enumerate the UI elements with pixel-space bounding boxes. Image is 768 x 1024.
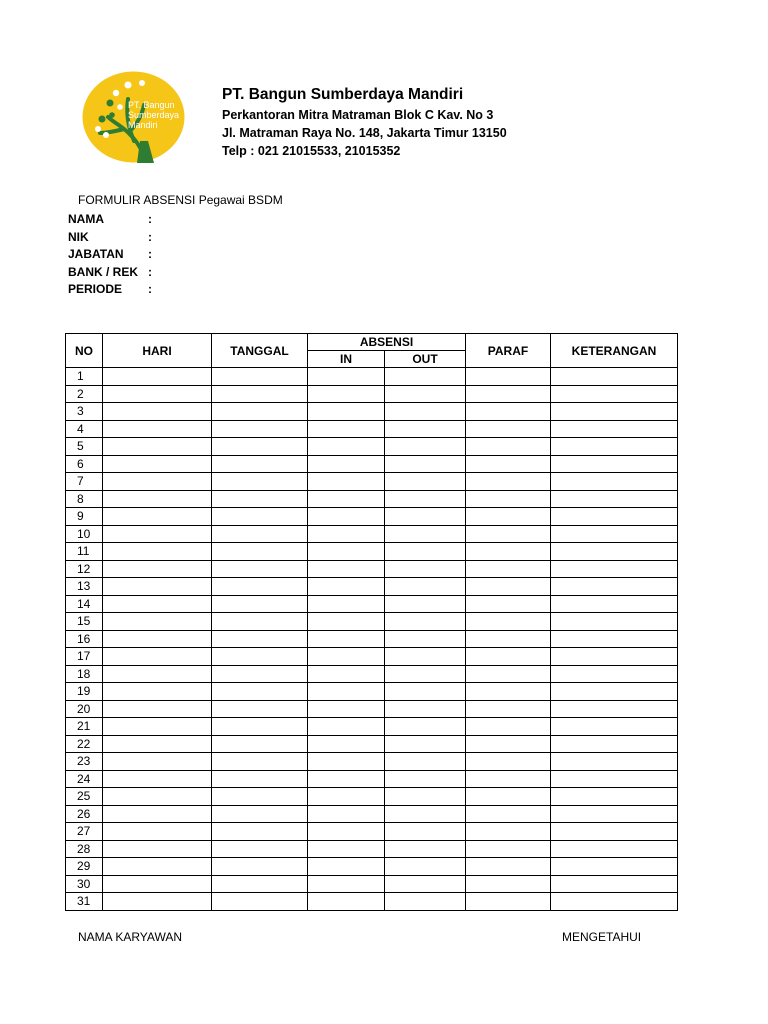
- cell-keterangan[interactable]: [551, 490, 678, 508]
- cell-in[interactable]: [308, 525, 385, 543]
- header-keterangan: KETERANGAN: [551, 334, 678, 368]
- field-nama: [68, 211, 188, 229]
- cell-in[interactable]: [308, 770, 385, 788]
- cell-keterangan[interactable]: [551, 823, 678, 841]
- cell-in[interactable]: [308, 788, 385, 806]
- cell-no: 23: [66, 753, 103, 771]
- cell-no: 13: [66, 578, 103, 596]
- company-address-line2: Jl. Matraman Raya No. 148, Jakarta Timur 13150: [222, 126, 507, 140]
- cell-tanggal[interactable]: [212, 438, 308, 456]
- cell-hari[interactable]: [103, 438, 212, 456]
- cell-out[interactable]: [385, 718, 466, 736]
- table-row: [66, 823, 678, 841]
- cell-no: 18: [66, 665, 103, 683]
- cell-no: 4: [66, 420, 103, 438]
- cell-paraf[interactable]: [466, 630, 551, 648]
- cell-out[interactable]: [385, 438, 466, 456]
- cell-tanggal[interactable]: [212, 543, 308, 561]
- cell-hari[interactable]: [103, 700, 212, 718]
- table-row: [66, 595, 678, 613]
- cell-in[interactable]: [308, 665, 385, 683]
- cell-tanggal[interactable]: [212, 823, 308, 841]
- cell-hari[interactable]: [103, 455, 212, 473]
- cell-keterangan[interactable]: [551, 805, 678, 823]
- cell-out[interactable]: [385, 543, 466, 561]
- header-hari: HARI: [103, 334, 212, 368]
- cell-hari[interactable]: [103, 473, 212, 491]
- cell-paraf[interactable]: [466, 753, 551, 771]
- cell-hari[interactable]: [103, 508, 212, 526]
- cell-in[interactable]: [308, 840, 385, 858]
- table-row: [66, 455, 678, 473]
- cell-tanggal[interactable]: [212, 805, 308, 823]
- company-phone: Telp : 021 21015533, 21015352: [222, 144, 401, 158]
- cell-in[interactable]: [308, 858, 385, 876]
- cell-out[interactable]: [385, 840, 466, 858]
- cell-no: 26: [66, 805, 103, 823]
- cell-tanggal[interactable]: [212, 683, 308, 701]
- cell-tanggal[interactable]: [212, 473, 308, 491]
- table-row: [66, 473, 678, 491]
- cell-hari[interactable]: [103, 595, 212, 613]
- cell-paraf[interactable]: [466, 403, 551, 421]
- cell-hari[interactable]: [103, 403, 212, 421]
- cell-keterangan[interactable]: [551, 613, 678, 631]
- cell-keterangan[interactable]: [551, 595, 678, 613]
- cell-tanggal[interactable]: [212, 788, 308, 806]
- cell-in[interactable]: [308, 595, 385, 613]
- company-name: PT. Bangun Sumberdaya Mandiri: [222, 86, 464, 103]
- table-row: [66, 490, 678, 508]
- cell-in[interactable]: [308, 490, 385, 508]
- approver-signature-label: MENGETAHUI: [562, 930, 642, 944]
- cell-out[interactable]: [385, 735, 466, 753]
- cell-hari[interactable]: [103, 788, 212, 806]
- cell-out[interactable]: [385, 473, 466, 491]
- header-no: NO: [66, 334, 103, 368]
- cell-out[interactable]: [385, 508, 466, 526]
- cell-in[interactable]: [308, 368, 385, 386]
- cell-no: 17: [66, 648, 103, 666]
- cell-no: 12: [66, 560, 103, 578]
- cell-out[interactable]: [385, 420, 466, 438]
- logo-text-line3: Mandiri: [128, 120, 158, 130]
- cell-keterangan[interactable]: [551, 648, 678, 666]
- cell-paraf[interactable]: [466, 525, 551, 543]
- cell-hari[interactable]: [103, 840, 212, 858]
- cell-hari[interactable]: [103, 630, 212, 648]
- cell-out[interactable]: [385, 595, 466, 613]
- cell-keterangan[interactable]: [551, 385, 678, 403]
- cell-tanggal[interactable]: [212, 385, 308, 403]
- cell-no: 16: [66, 630, 103, 648]
- field-label: JABATAN: [68, 247, 124, 261]
- table-row: [66, 630, 678, 648]
- cell-keterangan[interactable]: [551, 858, 678, 876]
- cell-in[interactable]: [308, 875, 385, 893]
- cell-out[interactable]: [385, 578, 466, 596]
- cell-hari[interactable]: [103, 858, 212, 876]
- field-jabatan: [68, 246, 188, 264]
- cell-paraf[interactable]: [466, 805, 551, 823]
- cell-in[interactable]: [308, 753, 385, 771]
- table-row: [66, 560, 678, 578]
- cell-tanggal[interactable]: [212, 875, 308, 893]
- table-row: [66, 700, 678, 718]
- cell-keterangan[interactable]: [551, 735, 678, 753]
- cell-paraf[interactable]: [466, 875, 551, 893]
- cell-hari[interactable]: [103, 543, 212, 561]
- cell-tanggal[interactable]: [212, 718, 308, 736]
- cell-tanggal[interactable]: [212, 368, 308, 386]
- cell-no: 19: [66, 683, 103, 701]
- cell-keterangan[interactable]: [551, 630, 678, 648]
- cell-hari[interactable]: [103, 368, 212, 386]
- cell-out[interactable]: [385, 893, 466, 911]
- cell-tanggal[interactable]: [212, 858, 308, 876]
- cell-tanggal[interactable]: [212, 508, 308, 526]
- cell-paraf[interactable]: [466, 770, 551, 788]
- cell-keterangan[interactable]: [551, 875, 678, 893]
- cell-tanggal[interactable]: [212, 560, 308, 578]
- cell-paraf[interactable]: [466, 858, 551, 876]
- cell-keterangan[interactable]: [551, 438, 678, 456]
- cell-keterangan[interactable]: [551, 700, 678, 718]
- cell-paraf[interactable]: [466, 420, 551, 438]
- cell-in[interactable]: [308, 403, 385, 421]
- employee-fields: [68, 211, 188, 299]
- cell-no: 22: [66, 735, 103, 753]
- cell-out[interactable]: [385, 770, 466, 788]
- cell-tanggal[interactable]: [212, 455, 308, 473]
- cell-out[interactable]: [385, 613, 466, 631]
- table-row: [66, 770, 678, 788]
- cell-no: 30: [66, 875, 103, 893]
- cell-no: 3: [66, 403, 103, 421]
- cell-in[interactable]: [308, 805, 385, 823]
- cell-tanggal[interactable]: [212, 840, 308, 858]
- cell-out[interactable]: [385, 455, 466, 473]
- cell-paraf[interactable]: [466, 385, 551, 403]
- cell-out[interactable]: [385, 805, 466, 823]
- cell-in[interactable]: [308, 385, 385, 403]
- cell-out[interactable]: [385, 490, 466, 508]
- cell-out[interactable]: [385, 788, 466, 806]
- cell-no: 9: [66, 508, 103, 526]
- cell-keterangan[interactable]: [551, 718, 678, 736]
- cell-paraf[interactable]: [466, 648, 551, 666]
- cell-tanggal[interactable]: [212, 665, 308, 683]
- cell-tanggal[interactable]: [212, 613, 308, 631]
- cell-no: 6: [66, 455, 103, 473]
- cell-out[interactable]: [385, 875, 466, 893]
- cell-in[interactable]: [308, 683, 385, 701]
- cell-hari[interactable]: [103, 893, 212, 911]
- table-row: [66, 753, 678, 771]
- table-row: [66, 858, 678, 876]
- cell-no: 5: [66, 438, 103, 456]
- table-row: [66, 840, 678, 858]
- header-absensi: ABSENSI: [308, 334, 466, 351]
- cell-no: 1: [66, 368, 103, 386]
- cell-hari[interactable]: [103, 420, 212, 438]
- cell-keterangan[interactable]: [551, 508, 678, 526]
- field-label: PERIODE: [68, 282, 123, 296]
- cell-paraf[interactable]: [466, 788, 551, 806]
- cell-hari[interactable]: [103, 648, 212, 666]
- cell-no: 7: [66, 473, 103, 491]
- cell-no: 28: [66, 840, 103, 858]
- cell-tanggal[interactable]: [212, 893, 308, 911]
- cell-tanggal[interactable]: [212, 735, 308, 753]
- cell-no: 29: [66, 858, 103, 876]
- table-row: [66, 403, 678, 421]
- cell-no: 31: [66, 893, 103, 911]
- cell-paraf[interactable]: [466, 543, 551, 561]
- company-address-line1: Perkantoran Mitra Matraman Blok C Kav. No 3: [222, 108, 494, 122]
- cell-hari[interactable]: [103, 823, 212, 841]
- cell-out[interactable]: [385, 858, 466, 876]
- cell-out[interactable]: [385, 560, 466, 578]
- cell-paraf[interactable]: [466, 368, 551, 386]
- cell-keterangan[interactable]: [551, 840, 678, 858]
- cell-tanggal[interactable]: [212, 490, 308, 508]
- field-label: NAMA: [68, 212, 104, 226]
- cell-no: 20: [66, 700, 103, 718]
- cell-keterangan[interactable]: [551, 543, 678, 561]
- cell-no: 24: [66, 770, 103, 788]
- cell-out[interactable]: [385, 525, 466, 543]
- table-row: [66, 385, 678, 403]
- cell-in[interactable]: [308, 613, 385, 631]
- field-colon: :: [148, 247, 152, 261]
- field-colon: :: [148, 282, 152, 296]
- cell-hari[interactable]: [103, 578, 212, 596]
- cell-paraf[interactable]: [466, 718, 551, 736]
- cell-tanggal[interactable]: [212, 700, 308, 718]
- cell-no: 25: [66, 788, 103, 806]
- cell-keterangan[interactable]: [551, 368, 678, 386]
- table-row: [66, 420, 678, 438]
- field-bank-rek: [68, 264, 188, 282]
- cell-in[interactable]: [308, 543, 385, 561]
- table-row: [66, 875, 678, 893]
- cell-paraf[interactable]: [466, 473, 551, 491]
- field-colon: :: [148, 264, 152, 279]
- cell-paraf[interactable]: [466, 560, 551, 578]
- cell-in[interactable]: [308, 718, 385, 736]
- cell-keterangan[interactable]: [551, 665, 678, 683]
- attendance-table: [65, 333, 678, 911]
- cell-keterangan[interactable]: [551, 683, 678, 701]
- cell-paraf[interactable]: [466, 613, 551, 631]
- cell-no: 11: [66, 543, 103, 561]
- cell-paraf[interactable]: [466, 665, 551, 683]
- cell-paraf[interactable]: [466, 508, 551, 526]
- cell-tanggal[interactable]: [212, 578, 308, 596]
- table-row: [66, 648, 678, 666]
- cell-no: 15: [66, 613, 103, 631]
- cell-tanggal[interactable]: [212, 595, 308, 613]
- cell-keterangan[interactable]: [551, 770, 678, 788]
- cell-in[interactable]: [308, 893, 385, 911]
- cell-keterangan[interactable]: [551, 753, 678, 771]
- cell-keterangan[interactable]: [551, 560, 678, 578]
- cell-paraf[interactable]: [466, 700, 551, 718]
- company-logo: [82, 71, 185, 163]
- cell-paraf[interactable]: [466, 455, 551, 473]
- cell-paraf[interactable]: [466, 578, 551, 596]
- cell-tanggal[interactable]: [212, 525, 308, 543]
- cell-out[interactable]: [385, 823, 466, 841]
- cell-hari[interactable]: [103, 805, 212, 823]
- table-row: [66, 525, 678, 543]
- table-row: [66, 735, 678, 753]
- table-row: [66, 613, 678, 631]
- cell-in[interactable]: [308, 438, 385, 456]
- cell-keterangan[interactable]: [551, 893, 678, 911]
- cell-tanggal[interactable]: [212, 420, 308, 438]
- cell-out[interactable]: [385, 648, 466, 666]
- cell-paraf[interactable]: [466, 595, 551, 613]
- logo-text-line1: PT. Bangun: [128, 100, 175, 110]
- cell-in[interactable]: [308, 630, 385, 648]
- field-colon: :: [148, 212, 152, 226]
- cell-paraf[interactable]: [466, 735, 551, 753]
- cell-out[interactable]: [385, 753, 466, 771]
- table-row: [66, 578, 678, 596]
- cell-in[interactable]: [308, 735, 385, 753]
- cell-out[interactable]: [385, 630, 466, 648]
- cell-paraf[interactable]: [466, 840, 551, 858]
- table-row: [66, 893, 678, 911]
- cell-in[interactable]: [308, 578, 385, 596]
- cell-in[interactable]: [308, 455, 385, 473]
- cell-keterangan[interactable]: [551, 403, 678, 421]
- cell-paraf[interactable]: [466, 683, 551, 701]
- header-out: OUT: [385, 351, 466, 368]
- cell-paraf[interactable]: [466, 893, 551, 911]
- table-row: [66, 788, 678, 806]
- cell-hari[interactable]: [103, 613, 212, 631]
- cell-keterangan[interactable]: [551, 525, 678, 543]
- cell-hari[interactable]: [103, 490, 212, 508]
- cell-hari[interactable]: [103, 683, 212, 701]
- cell-out[interactable]: [385, 368, 466, 386]
- cell-tanggal[interactable]: [212, 753, 308, 771]
- cell-hari[interactable]: [103, 665, 212, 683]
- cell-in[interactable]: [308, 700, 385, 718]
- cell-in[interactable]: [308, 420, 385, 438]
- cell-in[interactable]: [308, 473, 385, 491]
- cell-no: 14: [66, 595, 103, 613]
- cell-out[interactable]: [385, 385, 466, 403]
- cell-keterangan[interactable]: [551, 473, 678, 491]
- field-label: BANK / REK: [68, 264, 139, 279]
- field-colon: :: [148, 229, 152, 244]
- cell-tanggal[interactable]: [212, 770, 308, 788]
- table-row: [66, 683, 678, 701]
- header-paraf: PARAF: [466, 334, 551, 368]
- cell-no: 2: [66, 385, 103, 403]
- field-nik: [68, 229, 188, 247]
- table-row: [66, 718, 678, 736]
- cell-hari[interactable]: [103, 770, 212, 788]
- cell-keterangan[interactable]: [551, 578, 678, 596]
- cell-keterangan[interactable]: [551, 455, 678, 473]
- cell-in[interactable]: [308, 508, 385, 526]
- logo-text-line2: Sumberdaya: [128, 110, 180, 120]
- cell-hari[interactable]: [103, 525, 212, 543]
- company-header: [222, 84, 507, 160]
- cell-hari[interactable]: [103, 735, 212, 753]
- cell-out[interactable]: [385, 683, 466, 701]
- header-tanggal: TANGGAL: [212, 334, 308, 368]
- cell-hari[interactable]: [103, 753, 212, 771]
- cell-tanggal[interactable]: [212, 648, 308, 666]
- cell-in[interactable]: [308, 823, 385, 841]
- cell-out[interactable]: [385, 700, 466, 718]
- table-row: [66, 665, 678, 683]
- cell-tanggal[interactable]: [212, 630, 308, 648]
- table-row: [66, 368, 678, 386]
- cell-no: 21: [66, 718, 103, 736]
- employee-signature-label: NAMA KARYAWAN: [78, 930, 183, 944]
- cell-paraf[interactable]: [466, 490, 551, 508]
- field-label: NIK: [68, 229, 89, 244]
- cell-out[interactable]: [385, 403, 466, 421]
- cell-in[interactable]: [308, 648, 385, 666]
- cell-paraf[interactable]: [466, 823, 551, 841]
- cell-keterangan[interactable]: [551, 788, 678, 806]
- field-periode: [68, 281, 188, 299]
- cell-keterangan[interactable]: [551, 420, 678, 438]
- cell-no: 8: [66, 490, 103, 508]
- table-row: [66, 543, 678, 561]
- cell-hari[interactable]: [103, 718, 212, 736]
- form-title: FORMULIR ABSENSI Pegawai BSDM: [78, 193, 283, 207]
- table-row: [66, 508, 678, 526]
- cell-hari[interactable]: [103, 875, 212, 893]
- cell-paraf[interactable]: [466, 438, 551, 456]
- table-row: [66, 438, 678, 456]
- cell-hari[interactable]: [103, 385, 212, 403]
- cell-in[interactable]: [308, 560, 385, 578]
- attendance-rows: [66, 368, 678, 911]
- cell-hari[interactable]: [103, 560, 212, 578]
- cell-tanggal[interactable]: [212, 403, 308, 421]
- cell-no: 10: [66, 525, 103, 543]
- header-in: IN: [308, 351, 385, 368]
- cell-out[interactable]: [385, 665, 466, 683]
- table-row: [66, 805, 678, 823]
- cell-no: 27: [66, 823, 103, 841]
